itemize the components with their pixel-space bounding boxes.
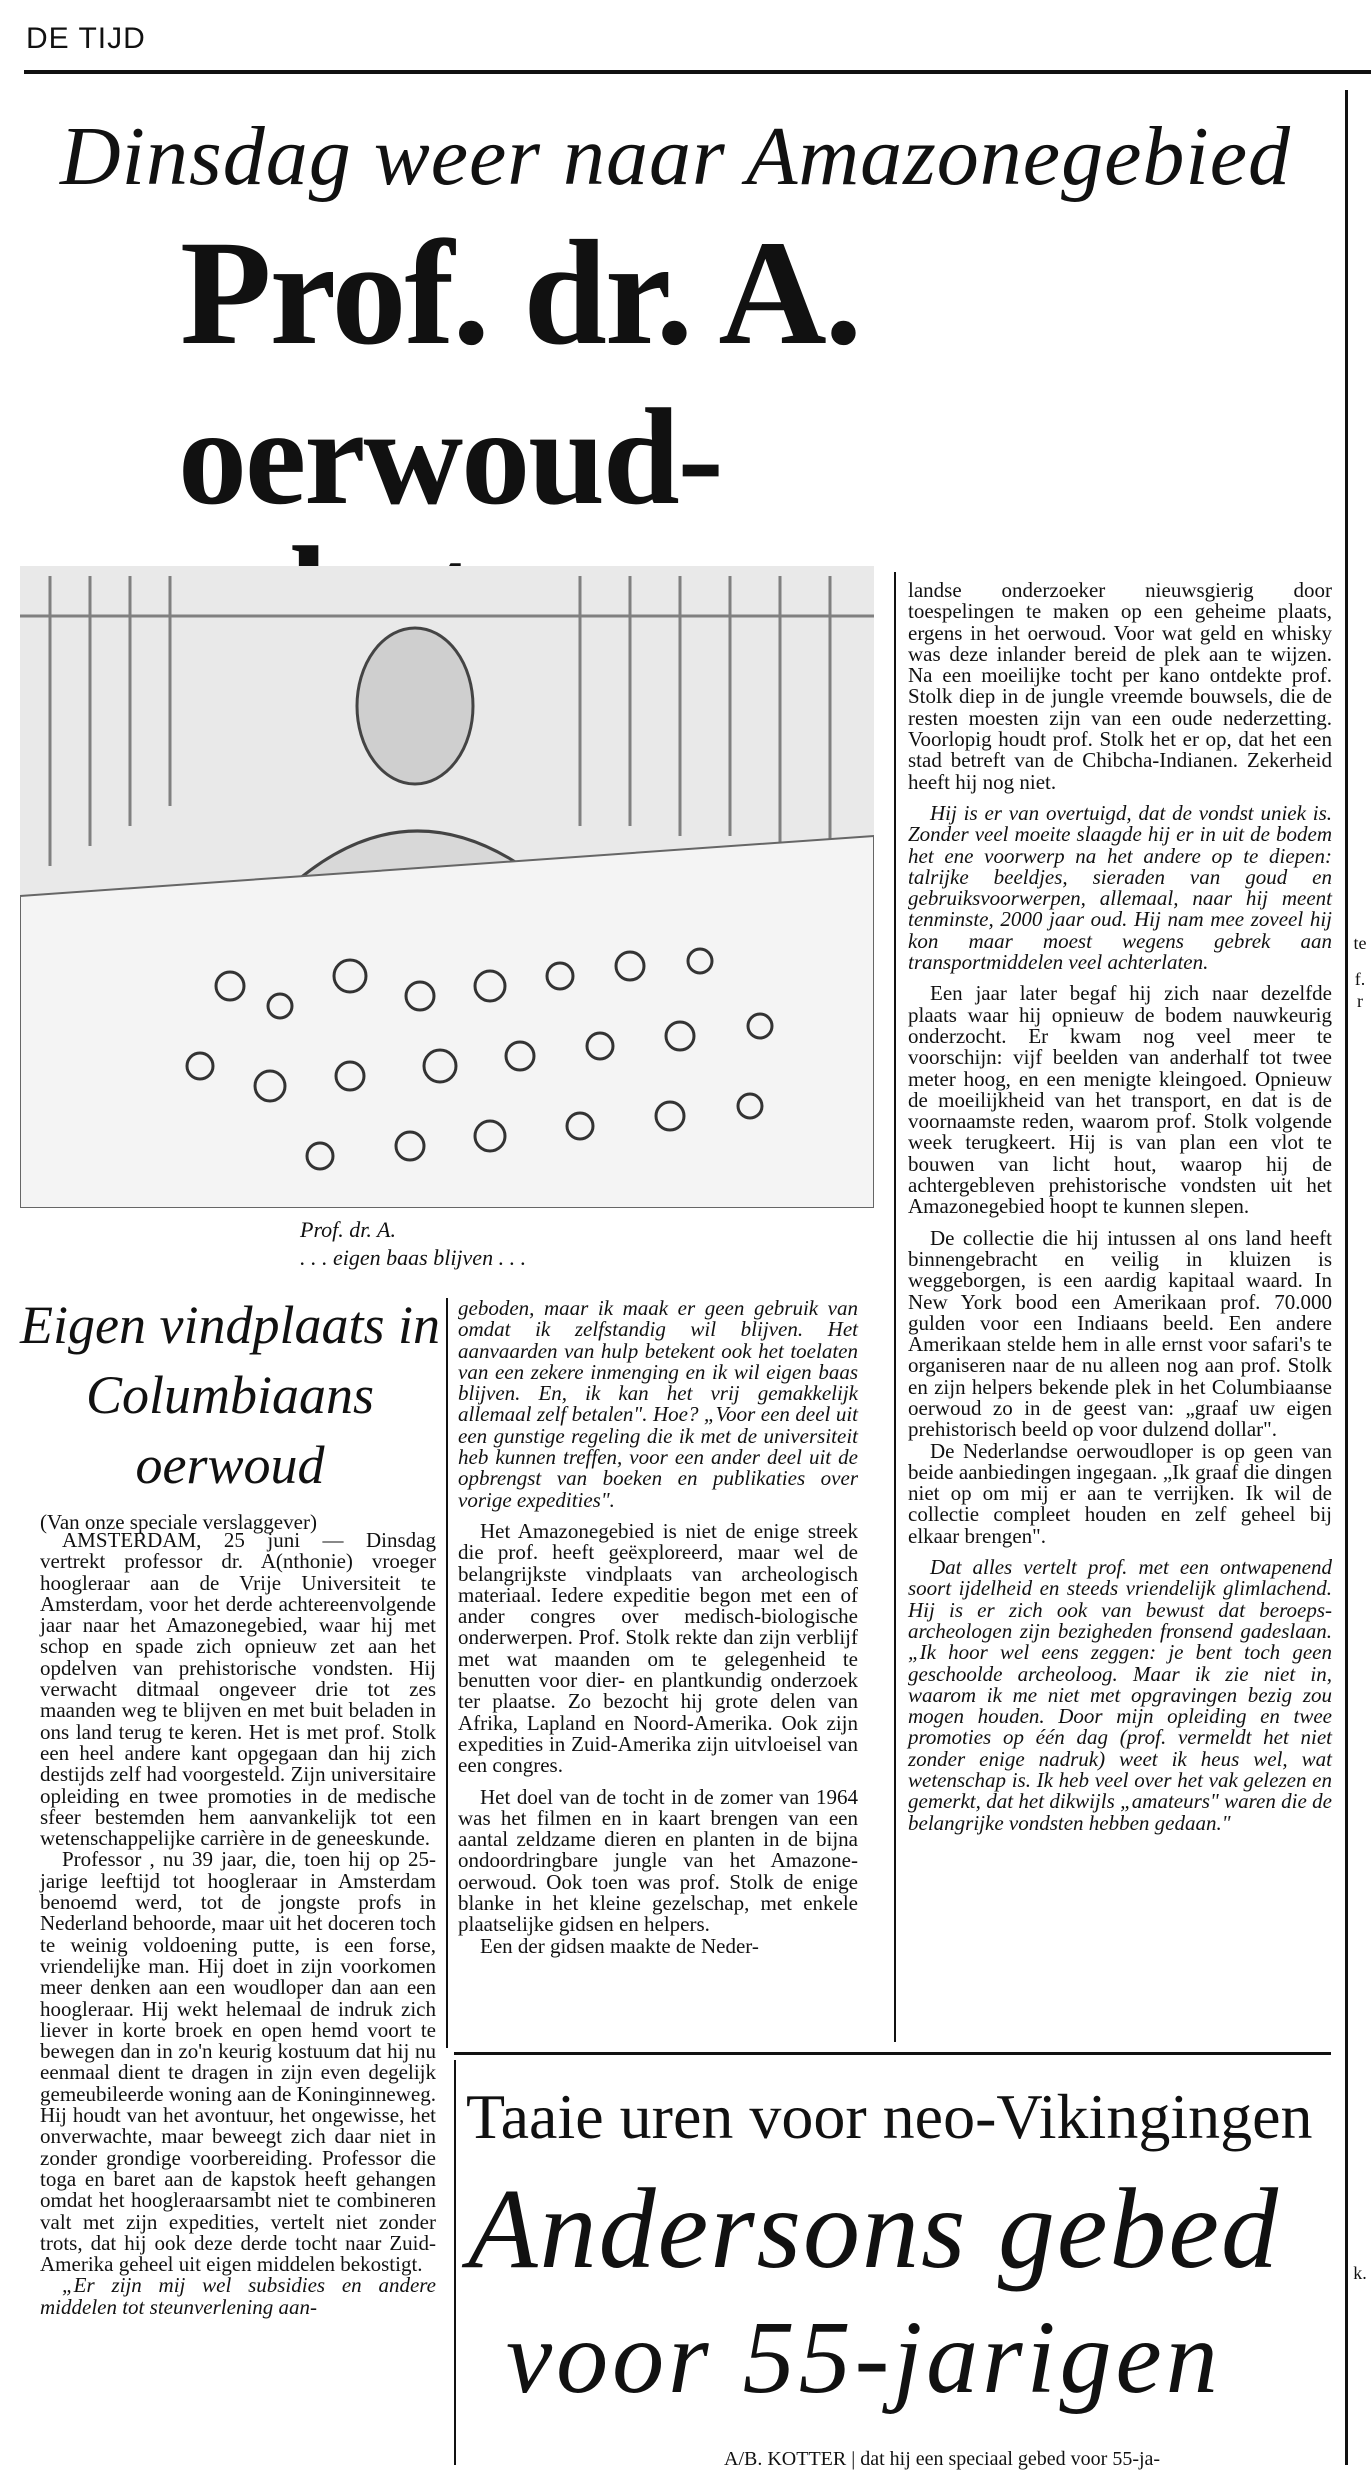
- paragraph: De collectie die hij intussen al ons land heeft binnengebracht en veilig in kluizen is weggeborgen, is een aardig kapitaal waard. In New York bood een Amerikaan prof. 70.000 gulden voor een Indiaans beeld. Een andere Amerikaan stelde hem in alle ernst voor safari's te organiseren naar de nu alleen nog aan prof. Stolk en zijn helpers bekende plek in het Columbiaanse oerwoud zo in de geest van: „graaf uw eigen prehistorisch beeld op voor dulzend dollar".: [908, 1225, 1332, 1442]
- article-column-2: [458, 1298, 858, 1957]
- masthead: DE TIJD: [26, 22, 146, 55]
- paragraph: Een jaar later begaf hij zich naar dezelfde plaats waar hij opnieuw de bodem nauwkeurig onderzocht. Er kwam nog veel meer te voorschijn: vijf beelden van anderhalf tot twee meter hoog, en een menigte kleingoed. Opnieuw de moeilijkheid van het transport, en dat is de voornaamste reden, waarom prof. Stolk volgende week terugkeert. Hij is van plan een vlot te bouwen van licht hout, waarop hij de achtergebleven prehistorische vondsten uit het Amazonegebied hoopt te kunnen slepen.: [908, 981, 1332, 1219]
- article-subhead: Eigen vindplaats in Columbiaans oerwoud: [20, 1295, 440, 1495]
- column-divider-1: [446, 1298, 448, 2048]
- paragraph: Hij is er van overtuigd, dat de vondst uniek is. Zonder veel moeite slaagde hij er in uit de bodem het ene voorwerp na het andere op te diepen: talrijke beeldjes, sieraden van goud en gebruiksvoorwerpen, allemaal, naar hij meent tenminste, 2000 jaar oud. Hij nam mee zoveel hij kon maar moest wegens gebrek aan transportmiddelen veel achterlaten.: [908, 800, 1332, 975]
- paragraph: Professor , nu 39 jaar, die, toen hij op 25-jarige leeftijd tot hoogleraar in Amsterdam benoemd werd, tot de jongste profs in Nederland behoorde, maar uit het doceren toch te weinig voldoening putte, is een forse, vriendelijke man. Hij doet in zijn voorkomen meer denken aan een woudloper dan aan een hoogleraar. Hij wekt helemaal de indruk zich liever in korte broek en open hemd voort te bewegen dan in zo'n keurig kostuum dat hij nu eenmaal dient te dragen in zijn even degelijk gemeubileerde woning aan de Koninginneweg. Hij houdt van het avontuur, het ongewisse, het onverwachte, maar beweegt zich daar niet in zonder grondige voorbereiding. Professor die toga en baret aan de kapstok heeft gehangen omdat het hoogleraarsambt niet te combineren valt met zijn expedities, vertelt niet zonder trots, dat hij ook deze derde tocht naar Zuid-Amerika geheel uit eigen middelen bekostigt.: [40, 1847, 436, 2277]
- paragraph: Dat alles vertelt prof. met een ontwapenend soort ijdelheid en steeds vriendelijk glimlachend. Hij is er zich ook van bewust dat beroeps-archeologen zijn bezigheden fronsend gadeslaan. „Ik hoor wel eens zeggen: je bent toch geen geschoolde archeoloog. Maar ik zie niet in, waarom ik me niet met opgravingen bezig zou mogen houden. Door mijn opleiding en twee promoties op één dag (prof. vermeldt het niet zonder enige nadruk) weet ik heus wel, wat wetenschap is. Ik heb veel over het vak gelezen en gemerkt, dat het dikwijls „amateurs" waren die de belangrijke vondsten hebben gedaan.": [908, 1555, 1332, 1835]
- caption-line-1: Prof. dr. A.: [300, 1217, 396, 1242]
- paragraph: Een der gidsen maakte de Neder-: [480, 1933, 759, 1958]
- paragraph: landse onderzoeker nieuwsgierig door toespelingen te maken op een geheime plaats, ergens in het oerwoud. Voor wat geld en whisky was deze inlander bereid de plek aan te wijzen. Na een moeilijke tocht per kano ontdekte prof. Stolk diep in de jungle vreemde bouwsels, die de resten moesten zijn van een oude nederzetting. Voorlopig houdt prof. Stolk het er op, dat het een stad betreft van de Chibcha-Indianen. Zekerheid heeft hij nog niet.: [908, 578, 1332, 794]
- article-photo: [20, 566, 874, 1208]
- caption-line-2: . . . eigen baas blijven . . .: [300, 1245, 527, 1270]
- article-kicker: Dinsdag weer naar Amazonegebied: [60, 110, 1291, 203]
- column-divider-bottom: [454, 2060, 456, 2465]
- paragraph: De Nederlandse oerwoudloper is op geen van beide aanbiedingen ingegaan. „Ik graaf die dingen niet op om mij er aan te verrijken. Ik wil de collectie compleet houden en zelf geheel bij elkaar brengen".: [908, 1438, 1332, 1548]
- edge-fragment: r: [1357, 991, 1363, 1011]
- byline: (Van onze speciale verslaggever): [40, 1510, 317, 1534]
- second-headline-line-2: voor 55-jarigen: [506, 2300, 1222, 2415]
- top-rule: [24, 70, 1371, 74]
- edge-fragment: te: [1353, 933, 1367, 953]
- edge-fragment: f.: [1354, 969, 1366, 989]
- column-divider-2: [894, 572, 896, 2042]
- second-headline-line-1: Andersons gebed: [468, 2165, 1281, 2292]
- headline-line-1: Prof. dr. A.: [180, 210, 861, 376]
- paragraph: geboden, maar ik maak er geen gebruik van omdat ik zelfstandig wil blijven. Het aanvaarden van hulp betekent ook het toelaten van een zekere inmenging en ik wil eigen baas blijven. En, ik kan het vrij gemakkelijk allemaal zelf betalen". Hoe? „Voor een deel uit een gunstige regeling die ik met de universiteit heb kunnen treffen, voor een ander deel uit de opbrengst van boeken en publikaties over vorige expedities".: [458, 1296, 858, 1512]
- second-article-start: A/B. KOTTER | dat hij een speciaal gebed voor 55-ja-: [724, 2448, 1161, 2470]
- paragraph: Het doel van de tocht in de zomer van 1964 was het filmen en in kaart brengen van een aantal zeldzame dieren en planten in de bijna ondoordringbare jungle van het Amazone-oerwoud. Ook toen was prof. Stolk de enige blanke in het kleine gezelschap, met enkele plaatselijke gidsen en helpers.: [458, 1784, 858, 1937]
- photo-illustration: [20, 566, 874, 1208]
- headline-line-2: oerwoud-: [178, 380, 722, 533]
- edge-fragment: k.: [1353, 2263, 1367, 2283]
- article-column-3: [908, 580, 1332, 1834]
- article-column-1: [40, 1530, 436, 2318]
- paragraph: „Er zijn mij wel subsidies en andere middelen tot steunverlening aan-: [40, 2273, 436, 2319]
- photo-caption: [300, 1216, 640, 1272]
- paragraph: AMSTERDAM, 25 juni — Dinsdag vertrekt professor dr. A(nthonie) vroeger hoogleraar aan de Vrije Universiteit te Amsterdam, voor het derde achtereenvolgende jaar naar het Amazonegebied, waar hij met schop en spade zich opnieuw zet aan het opdelven van prehistorische vondsten. Hij verwacht ditmaal ongeveer drie tot zes maanden weg te blijven en met buit beladen in ons land terug te keren. Het is met prof. Stolk een heel andere kant opgegaan dan hij zich destijds zelf had voorgesteld. Zijn universitaire opleiding en twee promoties in de medische sfeer bestemden hem aanvankelijk tot een wetenschappelijke carrière in de geneeskunde.: [40, 1528, 436, 1851]
- section-rule: [454, 2052, 1331, 2055]
- paragraph: Het Amazonegebied is niet de enige streek die prof. heeft geëxploreerd, maar wel de belangrijkste vindplaats van archeologisch materiaal. Iedere expeditie begon met een of ander congres over medisch-biologische onderwerpen. Prof. Stolk rekte dan zijn verblijf met wat maanden om te gelegenheid te benutten voor dier- en plantkundig onderzoek ter plaatse. Zo bezocht hij grote delen van Afrika, Lapland en Noord-Amerika. Ook zijn expedities in Zuid-Amerika zijn uitvloeisel van een congres.: [458, 1518, 858, 1778]
- second-article-kicker: Taaie uren voor neo-Vikingingen: [466, 2081, 1313, 2152]
